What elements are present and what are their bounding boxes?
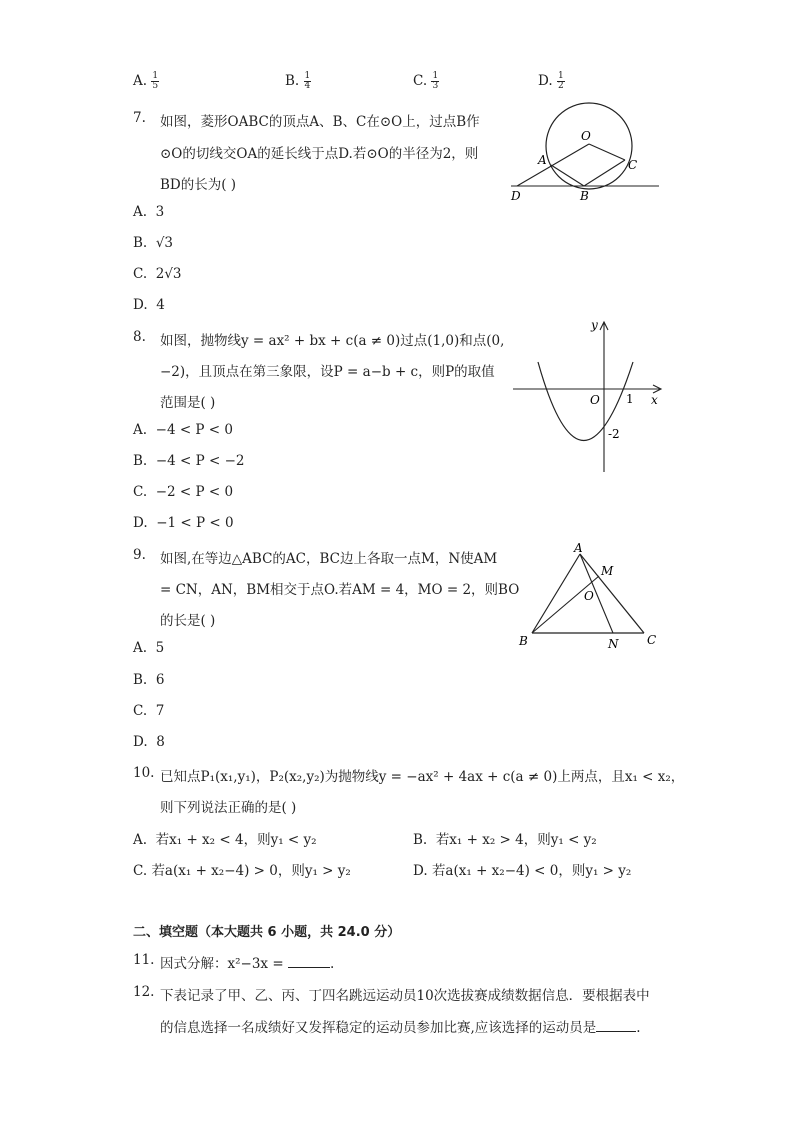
q6-option-d: D. $\frac{1}{2}$ xyxy=(538,71,564,91)
q7-figure-circle-rhombus xyxy=(505,96,665,204)
q7-label-o: O xyxy=(581,129,591,143)
q8-figure-parabola xyxy=(505,314,670,478)
q11-number: 11. xyxy=(133,952,155,968)
q8-label-y: y xyxy=(591,318,598,332)
q10-number: 10. xyxy=(133,765,155,781)
q7-line-2: ⊙O的切线交OA的延长线于点D.若⊙O的半径为2，则 xyxy=(160,146,479,162)
q9-label-n: N xyxy=(608,637,619,651)
section-2-title: 二、填空题（本大题共 6 小题，共 24.0 分） xyxy=(133,925,401,940)
q7-label-a: A xyxy=(538,153,547,167)
q9-number: 9. xyxy=(133,547,146,563)
q7-number: 7. xyxy=(133,110,146,126)
q11-text: 因式分解：x²−3x = . xyxy=(160,956,335,972)
q9-label-b: B xyxy=(519,634,528,648)
q9-label-o: O xyxy=(584,589,594,603)
q7-line-1: 如图，菱形OABC的顶点A、B、C在⊙O上，过点B作 xyxy=(160,114,480,130)
q10-option-d: D. 若a(x₁ + x₂−4) < 0，则y₁ > y₂ xyxy=(413,863,632,879)
q7-option-d: D. 4 xyxy=(133,297,165,313)
q8-label-o: O xyxy=(590,393,600,407)
q10-line-1: 已知点P₁(x₁,y₁)，P₂(x₂,y₂)为抛物线y = −ax² + 4ax + c(a ≠ 0)上两点，且x₁ < x₂， xyxy=(160,769,685,785)
q8-number: 8. xyxy=(133,329,146,345)
q7-label-b: B xyxy=(580,189,589,203)
q7-option-c: C. 2√3 xyxy=(133,266,182,282)
q8-label-1: 1 xyxy=(626,392,634,406)
q6-option-a: A. $\frac{1}{5}$ xyxy=(133,71,159,91)
q8-line-1: 如图，抛物线y = ax² + bx + c(a ≠ 0)过点(1,0)和点(0, xyxy=(160,333,505,349)
q8-label-x: x xyxy=(651,393,658,407)
q8-option-b: B. −4 < P < −2 xyxy=(133,453,245,469)
q10-option-a: A. 若x₁ + x₂ < 4，则y₁ < y₂ xyxy=(133,832,317,848)
q6-option-c: C. $\frac{1}{3}$ xyxy=(413,71,439,91)
q12-answer-blank[interactable] xyxy=(596,1019,636,1032)
q9-figure-triangle xyxy=(510,536,670,656)
q9-label-m: M xyxy=(601,564,614,578)
q10-option-b: B. 若x₁ + x₂ > 4，则y₁ < y₂ xyxy=(413,832,597,848)
q12-line-2: 的信息选择一名成绩好又发挥稳定的运动员参加比赛,应该选择的运动员是 . xyxy=(160,1020,641,1036)
q9-option-a: A. 5 xyxy=(133,640,165,656)
q8-option-a: A. −4 < P < 0 xyxy=(133,422,234,438)
q9-option-d: D. 8 xyxy=(133,734,165,750)
q9-label-a: A xyxy=(574,541,583,555)
q7-label-c: C xyxy=(628,158,638,172)
q12-line-1: 下表记录了甲、乙、丙、丁四名跳远运动员10次选拔赛成绩数据信息．要根据表中 xyxy=(160,988,650,1004)
q9-label-c: C xyxy=(647,633,657,647)
q12-number: 12. xyxy=(133,984,155,1000)
q7-line-3: BD的长为( ) xyxy=(160,177,237,193)
q8-line-3: 范围是( ) xyxy=(160,395,216,411)
q8-line-2: −2)，且顶点在第三象限，设P = a−b + c，则P的取值 xyxy=(160,364,495,380)
q6-option-b: B. $\frac{1}{4}$ xyxy=(285,71,311,91)
q7-option-b: B. √3 xyxy=(133,235,174,251)
q8-option-c: C. −2 < P < 0 xyxy=(133,484,234,500)
q7-label-d: D xyxy=(511,189,521,203)
q9-option-b: B. 6 xyxy=(133,672,165,688)
q9-line-1: 如图,在等边△ABC的AC，BC边上各取一点M，N使AM xyxy=(160,551,498,567)
q10-line-2: 则下列说法正确的是( ) xyxy=(160,800,297,816)
q7-option-a: A. 3 xyxy=(133,204,165,220)
q10-option-c: C. 若a(x₁ + x₂−4) > 0，则y₁ > y₂ xyxy=(133,863,351,879)
q11-answer-blank[interactable] xyxy=(288,955,330,968)
q8-option-d: D. −1 < P < 0 xyxy=(133,515,234,531)
q9-option-c: C. 7 xyxy=(133,703,165,719)
q8-label-minus2: -2 xyxy=(608,427,620,441)
q9-line-3: 的长是( ) xyxy=(160,613,216,629)
q9-line-2: = CN，AN，BM相交于点O.若AM = 4，MO = 2，则BO xyxy=(160,582,520,598)
